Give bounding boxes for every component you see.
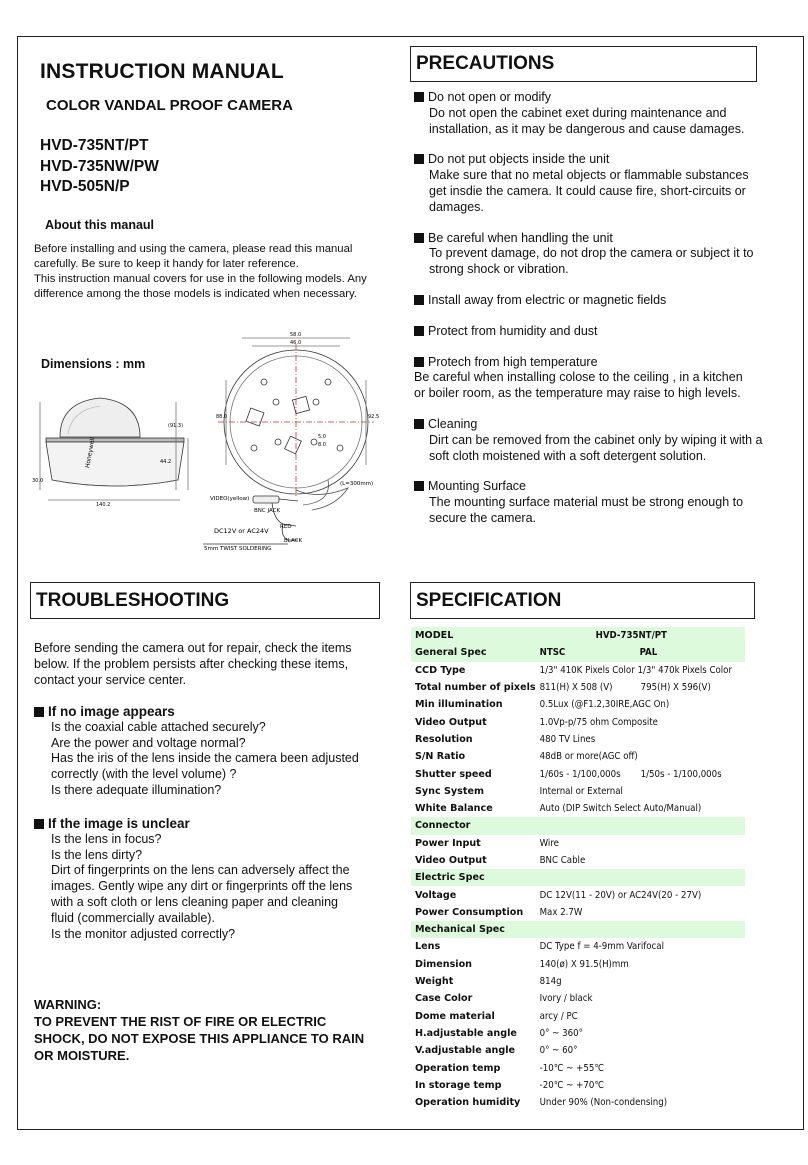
warning-block: [34, 996, 374, 1064]
spec-value: HVD-735NT/PT: [536, 627, 745, 644]
bullet-square-icon: [414, 92, 424, 102]
dim-label: (91.3): [168, 423, 184, 429]
warning-text: TO PREVENT THE RIST OF FIRE OR ELECTRIC SHOCK, DO NOT EXPOSE THIS APPLIANCE TO RAIN OR MOISTURE.: [34, 1014, 365, 1063]
spec-row: [411, 1094, 745, 1111]
spec-value: Under 90% (Non-condensing): [539, 1097, 668, 1109]
spec-row: [411, 783, 745, 800]
spec-key: Power Input: [415, 837, 481, 849]
bullet-square-icon: [414, 326, 424, 336]
spec-value: Auto (DIP Switch Select Auto/Manual): [539, 803, 702, 815]
spec-value-pal: 795(H) X 596(V): [640, 682, 711, 694]
precaution-body: Be careful when installing colose to the ceiling , in a kitchen or boiler room, as the temperature may raise to high levels.: [414, 370, 743, 401]
spec-row: [411, 1059, 745, 1076]
spec-value: 1/3" 410K Pixels Color 1/3" 470k Pixels Color: [539, 664, 732, 676]
dim-label: 46.0: [290, 340, 302, 346]
spec-key: White Balance: [415, 803, 493, 815]
trouble-line: Is there adequate illumination?: [51, 782, 222, 797]
spec-value: 0° ~ 60°: [539, 1045, 578, 1057]
specification-heading: SPECIFICATION: [410, 582, 755, 619]
precaution-body: The mounting surface material must be strong enough to secure the camera.: [429, 495, 744, 525]
spec-value: Ivory / black: [539, 993, 593, 1005]
spec-value: Internal or External: [539, 785, 623, 797]
precaution-item: [414, 293, 764, 309]
specification-table: [411, 627, 745, 1111]
spec-value: [536, 921, 745, 938]
spec-row: [411, 904, 745, 921]
trouble-line: Is the coaxial cable attached securely?: [51, 719, 266, 734]
spec-key: Power Consumption: [415, 906, 524, 918]
spec-row: [411, 990, 745, 1007]
spec-key: Shutter speed: [415, 768, 492, 780]
video-label: VIDEO(yellow): [210, 496, 250, 502]
spec-key: H.adjustable angle: [415, 1027, 517, 1039]
bullet-square-icon: [414, 233, 424, 243]
spec-key: Electric Spec: [411, 869, 536, 886]
model-name: HVD-735NT/PT: [40, 137, 149, 154]
spec-row: [411, 1025, 745, 1042]
spec-key: Video Output: [415, 716, 487, 728]
spec-value: [536, 644, 745, 661]
spec-key: Case Color: [415, 993, 473, 1005]
spec-value: [536, 817, 745, 834]
spec-value: 0.5Lux (@F1.2,30IRE,AGC On): [539, 699, 670, 711]
spec-row: [411, 869, 745, 886]
trouble-section: [34, 704, 364, 799]
bullet-square-icon: [414, 357, 424, 367]
dim-label: 140.2: [96, 502, 111, 508]
wire-black-label: BLACK: [284, 538, 303, 544]
spec-row: [411, 1077, 745, 1094]
spec-value: Max 2.7W: [539, 906, 583, 918]
spec-row: [411, 1008, 745, 1025]
spec-value-ntsc: NTSC: [539, 647, 566, 659]
precautions-list: [414, 90, 764, 542]
cable-diagram: [203, 496, 298, 544]
trouble-title: If no image appears: [48, 704, 175, 719]
trouble-section: [34, 816, 364, 942]
trouble-line: Dirt of fingerprints on the lens can adversely affect the images. Gently wipe any dirt or fingerprints off the lens with a soft cloth or lens cleaning paper and cleaning fluid (commercially available).: [51, 863, 353, 925]
precaution-item: [414, 355, 764, 402]
spec-key: Operation temp: [415, 1062, 501, 1074]
spec-value-ntsc: 1/60s - 1/100,000s: [539, 768, 621, 780]
spec-row: [411, 921, 745, 938]
spec-key: Weight: [415, 976, 454, 988]
spec-value: -10℃ ~ +55℃: [539, 1062, 605, 1074]
spec-value: 48dB or more(AGC off): [539, 751, 638, 763]
dim-label: 58.0: [290, 332, 302, 338]
bullet-square-icon: [414, 481, 424, 491]
bullet-square-icon: [414, 419, 424, 429]
dimension-drawing: [28, 330, 398, 560]
dim-label: 5.0: [318, 434, 326, 440]
spec-value: arcy / PC: [539, 1010, 578, 1022]
precaution-body: Do not open the cabinet exet during maintenance and installation, as it may be dangerous and cause damages.: [429, 105, 745, 136]
spec-value: [536, 869, 745, 886]
spec-key: Total number of pixels: [415, 682, 536, 694]
spec-key: Voltage: [415, 889, 457, 901]
spec-key: Operation humidity: [415, 1097, 521, 1109]
precaution-title: Be careful when handling the unit: [428, 230, 613, 245]
precaution-title: Protech from high temperature: [428, 354, 598, 369]
brand-label: Honeywell: [84, 436, 97, 469]
trouble-line: Has the iris of the lens inside the camera been adjusted correctly (with the level volume) ?: [51, 751, 359, 782]
precaution-body: To prevent damage, do not drop the camera or subject it to strong shock or vibration.: [429, 246, 754, 277]
camera-side-view: [40, 398, 188, 500]
trouble-line: Is the monitor adjusted correctly?: [51, 926, 236, 941]
spec-key: Mechanical Spec: [411, 921, 536, 938]
spec-row: [411, 765, 745, 782]
spec-key: Connector: [411, 817, 536, 834]
precaution-title: Install away from electric or magnetic fields: [428, 292, 667, 307]
troubleshooting-heading: TROUBLESHOOTING: [30, 582, 380, 619]
dim-label: 8.0: [318, 442, 326, 448]
spec-row: [411, 644, 745, 661]
spec-value: 814g: [539, 976, 562, 988]
spec-key: S/N Ratio: [415, 751, 466, 763]
spec-row: [411, 713, 745, 730]
precaution-title: Cleaning: [428, 416, 478, 431]
bullet-square-icon: [34, 819, 44, 829]
bnc-label: BNC JACK: [254, 508, 281, 514]
spec-value: DC 12V(11 - 20V) or AC24V(20 - 27V): [539, 889, 702, 901]
spec-value: Wire: [539, 837, 559, 849]
precaution-item: [414, 231, 764, 278]
spec-row: [411, 817, 745, 834]
trouble-line: Are the power and voltage normal?: [51, 735, 246, 750]
spec-value: [536, 679, 745, 696]
precaution-item: [414, 324, 764, 340]
precaution-title: Do not open or modify: [428, 90, 551, 104]
spec-row: [411, 748, 745, 765]
spec-row: [411, 1042, 745, 1059]
precaution-body: Dirt can be removed from the cabinet only by wiping it with a soft cloth moistened with a soft detergent solution.: [429, 432, 763, 463]
spec-row: [411, 886, 745, 903]
spec-value: 1.0Vp-p/75 ohm Composite: [539, 716, 658, 728]
about-body: Before installing and using the camera, please read this manual carefully. Be sure to keep it handy for later reference. This instruction manual covers for use in the following models. Any difference among the those models is indicated when necessary.: [34, 243, 367, 300]
spec-key: CCD Type: [415, 664, 466, 676]
spec-key: MODEL: [411, 627, 536, 644]
spec-row: [411, 696, 745, 713]
precaution-body: Make sure that no metal objects or flammable substances get insdie the camera. It could cause fire, short-circuits or damages.: [429, 168, 749, 214]
precaution-item: [414, 479, 764, 526]
spec-row: [411, 835, 745, 852]
spec-row: [411, 938, 745, 955]
bullet-square-icon: [414, 154, 424, 164]
trouble-line: Is the lens in focus?: [51, 831, 162, 846]
dim-label: 44.2: [160, 459, 172, 465]
precaution-item: [414, 152, 764, 215]
dim-label: 30.0: [32, 478, 44, 484]
trouble-line: Is the lens dirty?: [51, 847, 143, 862]
spec-row: [411, 956, 745, 973]
spec-key: Dimension: [415, 958, 473, 970]
manual-subtitle: COLOR VANDAL PROOF CAMERA: [46, 97, 293, 114]
precaution-title: Do not put objects inside the unit: [428, 152, 610, 167]
spec-row: [411, 973, 745, 990]
spec-value-pal: PAL: [639, 647, 658, 659]
model-name: HVD-735NW/PW: [40, 157, 159, 175]
spec-key: Video Output: [415, 855, 487, 866]
cable-length-label: (L=300mm): [340, 481, 374, 487]
spec-key: General Spec: [411, 644, 536, 661]
spec-key: In storage temp: [415, 1079, 502, 1091]
spec-value: 140(ø) X 91.5(H)mm: [539, 958, 629, 970]
spec-key: Lens: [415, 941, 441, 953]
spec-value: -20℃ ~ +70℃: [539, 1079, 605, 1091]
spec-value: DC Type f = 4-9mm Varifocal: [539, 941, 664, 953]
bullet-square-icon: [414, 295, 424, 305]
dimensions-heading: Dimensions : mm: [41, 357, 146, 371]
model-name: HVD-505N/P: [40, 178, 130, 195]
precautions-heading: PRECAUTIONS: [410, 46, 757, 82]
spec-row: [411, 731, 745, 748]
dim-label: 92.5: [368, 414, 380, 420]
spec-row: [411, 800, 745, 817]
spec-row: [411, 679, 745, 696]
spec-key: Sync System: [415, 785, 484, 797]
about-heading: About this manaul: [45, 218, 155, 232]
dim-label: 88.0: [216, 414, 228, 420]
spec-key: V.adjustable angle: [415, 1045, 516, 1057]
spec-value: 480 TV Lines: [539, 733, 596, 745]
bullet-square-icon: [34, 707, 44, 717]
spec-value: 0° ~ 360°: [539, 1027, 583, 1039]
precaution-item: [414, 90, 764, 137]
precaution-item: [414, 417, 764, 464]
precaution-title: Protect from humidity and dust: [428, 323, 598, 338]
spec-key: Min illumination: [415, 699, 503, 711]
twist-label: 5mm TWIST SOLDERING: [204, 546, 272, 552]
precaution-title: Mounting Surface: [428, 479, 526, 494]
troubleshooting-intro: Before sending the camera out for repair, check the items below. If the problem persists after checking these items, contact your service center.: [34, 641, 352, 687]
spec-key: Dome material: [415, 1010, 495, 1022]
spec-row: [411, 852, 745, 869]
model-list: [40, 136, 159, 198]
spec-row: [411, 662, 745, 679]
spec-key: Resolution: [415, 733, 473, 745]
spec-value-ntsc: 811(H) X 508 (V): [539, 682, 613, 694]
power-label: DC12V or AC24V: [214, 527, 269, 535]
manual-title: INSTRUCTION MANUAL: [40, 60, 284, 83]
spec-value-pal: 1/50s - 1/100,000s: [640, 768, 722, 780]
spec-row: [411, 627, 745, 644]
trouble-title: If the image is unclear: [48, 816, 190, 831]
spec-value: BNC Cable: [539, 855, 586, 866]
spec-value: [536, 765, 745, 782]
wire-red-label: RED: [280, 524, 292, 530]
warning-label: WARNING:: [34, 997, 102, 1012]
